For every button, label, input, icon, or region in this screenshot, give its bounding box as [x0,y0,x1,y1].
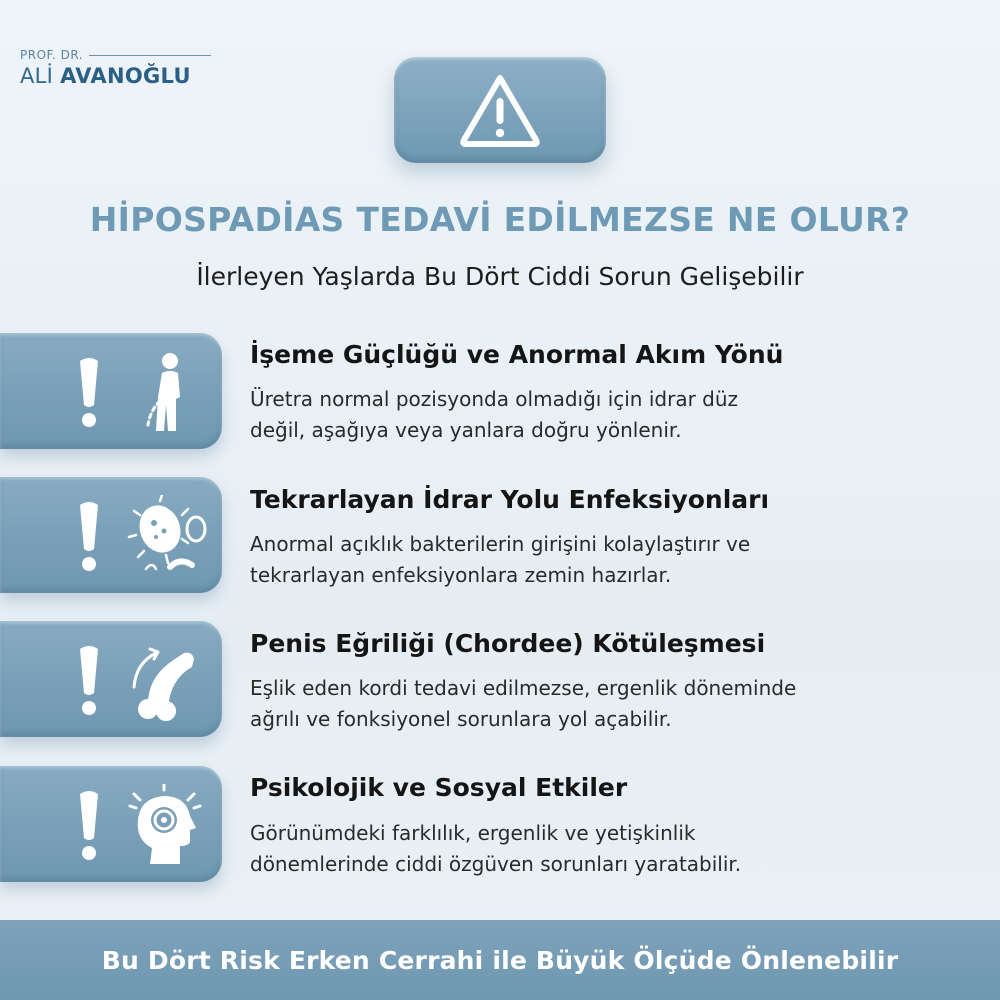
item-title-4: Psikolojik ve Sosyal Etkiler [250,773,628,802]
item-title-2: Tekrarlayan İdrar Yolu Enfeksiyonları [250,485,770,514]
footer-text: Bu Dört Risk Erken Cerrahi ile Büyük Ölçüde Önlenebilir [101,945,899,975]
item-tile-2 [0,477,222,593]
item-desc-3 [250,673,950,735]
stressed-head-icon [126,784,210,866]
item-desc-2 [250,529,950,591]
exclamation-icon [74,788,104,864]
footer-banner [0,920,1000,1000]
item-desc-4-line1: Görünümdeki farklılık, ergenlik ve yetişkinlik [250,821,696,845]
item-desc-1-line1: Üretra normal pozisyonda olmadığı için idrar düz [250,387,739,411]
item-desc-1-line2: değil, aşağıya veya yanlara doğru yönlenir. [250,418,682,442]
item-tile-4 [0,766,222,882]
item-desc-3-line1: Eşlik eden kordi tedavi edilmezse, ergenlik döneminde [250,676,797,700]
bacteria-icon [126,495,210,577]
brand-logo [20,48,211,88]
item-desc-3-line2: ağrılı ve fonksiyonel sorunlara yol açabilir. [250,707,672,731]
item-tile-1 [0,333,222,449]
exclamation-icon [74,355,104,431]
item-desc-1 [250,384,950,446]
warning-badge [394,57,606,163]
item-title-3: Penis Eğriliği (Chordee) Kötüleşmesi [250,629,766,658]
brand-divider [89,55,211,56]
exclamation-icon [74,499,104,575]
exclamation-icon [74,643,104,719]
urination-person-icon [126,351,206,433]
page-subtitle: İlerleyen Yaşlarda Bu Dört Ciddi Sorun Gelişebilir [196,262,804,291]
brand-prefix: PROF. DR. [20,48,84,62]
page-title: HİPOSPADİAS TEDAVİ EDİLMEZSE NE OLUR? [89,200,911,239]
item-title-1: İşeme Güçlüğü ve Anormal Akım Yönü [250,340,784,369]
item-desc-2-line2: tekrarlayan enfeksiyonlara zemin hazırlar. [250,563,672,587]
warning-triangle-icon [458,72,542,148]
brand-last-name: AVANOĞLU [60,64,191,88]
item-desc-4-line2: dönemlerinde ciddi özgüven sorunları yaratabilir. [250,852,742,876]
item-desc-2-line1: Anormal açıklık bakterilerin girişini kolaylaştırır ve [250,532,751,556]
item-desc-4 [250,818,950,880]
item-tile-3 [0,621,222,737]
curvature-icon [126,639,210,721]
brand-name [20,64,211,88]
brand-first-name: ALİ [20,64,54,88]
